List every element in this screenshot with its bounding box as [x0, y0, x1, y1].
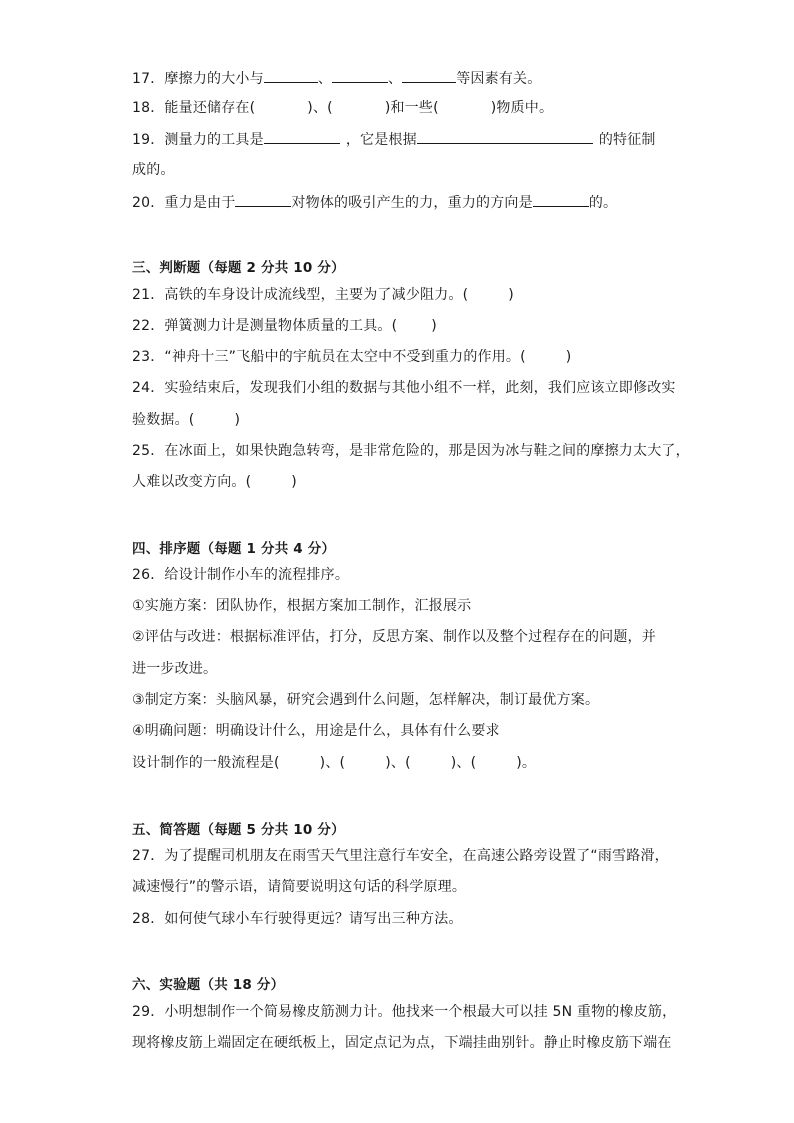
- question-25: [132, 441, 690, 461]
- q26-option-4: ④明确问题：明确设计什么，用途是什么，具体有什么要求: [132, 723, 500, 739]
- question-21: [132, 285, 514, 305]
- q20-blank-2[interactable]: [533, 192, 589, 207]
- q21-close: ): [508, 287, 514, 303]
- q17-blank-2[interactable]: [332, 68, 388, 83]
- q20-text-3: 的。: [588, 195, 618, 211]
- q26-answer-line: [132, 753, 536, 773]
- q26-sep-1: )、(: [319, 755, 346, 771]
- q26-sep-3: )、(: [450, 755, 477, 771]
- q26-option-1: ①实施方案：团队协作，根据方案加工制作，汇报展示: [132, 598, 472, 614]
- question-20: [132, 192, 617, 213]
- question-29-cont: 现将橡皮筋上端固定在硬纸板上，固定点记为点，下端挂曲别针。静止时橡皮筋下端在: [132, 1035, 672, 1051]
- q26-option-2: ②评估与改进：根据标准评估，打分，反思方案、制作以及整个过程存在的问题，并: [132, 629, 656, 645]
- q18-text-2: )、(: [307, 100, 333, 116]
- q18-text: 18．能量还储存在(: [132, 100, 256, 116]
- question-28: 28．如何使气球小车行驶得更远？请写出三种方法。: [132, 911, 463, 927]
- q19-blank-2[interactable]: [417, 129, 593, 144]
- q17-text-end: 等因素有关。: [456, 71, 542, 87]
- q26-answer-text: 设计制作的一般流程是(: [132, 755, 280, 771]
- question-25-cont: [132, 472, 297, 492]
- question-22: [132, 316, 437, 336]
- question-18: [132, 98, 553, 118]
- q25-close: ): [291, 474, 297, 490]
- question-17: [132, 68, 541, 89]
- q19-text-cont: 成的。: [132, 162, 175, 178]
- q24-close: ): [234, 412, 241, 428]
- q18-text-4: )物质中。: [490, 100, 554, 116]
- q20-text: 20．重力是由于: [132, 195, 236, 211]
- q25-text: 25．在冰面上，如果快跑急转弯，是非常危险的，那是因为冰与鞋之间的摩擦力太大了，: [132, 443, 690, 459]
- q17-sep-2: 、: [388, 71, 403, 87]
- question-19: [132, 129, 656, 150]
- section-5-title: 五、简答题（每题 5 分共 10 分）: [132, 822, 345, 838]
- q26-option-3: ③制定方案：头脑风暴，研究会遇到什么问题，怎样解决，制订最优方案。: [132, 692, 600, 708]
- q18-text-3: )和一些(: [384, 100, 439, 116]
- q25-text-cont: 人难以改变方向。(: [132, 474, 252, 490]
- q19-blank-1[interactable]: [264, 129, 340, 144]
- q26-option-2-cont: 进一步改进。: [132, 661, 218, 677]
- q26-sep-4: )。: [516, 755, 537, 771]
- question-29: 29．小明想制作一个简易橡皮筋测力计。他找来一个根最大可以挂 5N 重物的橡皮筋，: [132, 1004, 677, 1020]
- q22-text: 22．弹簧测力计是测量物体质量的工具。(: [132, 318, 398, 334]
- section-3-title: 三、判断题（每题 2 分共 10 分）: [132, 260, 345, 276]
- q20-blank-1[interactable]: [235, 192, 291, 207]
- section-6-title: 六、实验题（共 18 分）: [132, 977, 285, 993]
- section-4-title: 四、排序题（每题 1 分共 4 分）: [132, 541, 336, 557]
- q23-text: 23．“神舟十三”飞船中的宇航员在太空中不受到重力的作用。(: [132, 349, 526, 365]
- question-24: [132, 378, 676, 398]
- q19-text: 19．测量力的工具是: [132, 132, 264, 148]
- question-23: [132, 347, 571, 367]
- question-27-cont: 减速慢行”的警示语，请简要说明这句话的科学原理。: [132, 879, 467, 895]
- q17-text: 17．摩擦力的大小与: [132, 71, 264, 87]
- q23-close: ): [565, 349, 572, 365]
- question-19-cont: [132, 160, 175, 180]
- q17-sep-1: 、: [317, 71, 333, 87]
- q17-blank-3[interactable]: [402, 68, 456, 83]
- q24-text: 24．实验结束后，发现我们小组的数据与其他小组不一样，此刻，我们应该立即修改实: [132, 380, 676, 396]
- q17-blank-1[interactable]: [264, 68, 318, 83]
- q22-close: ): [431, 318, 437, 334]
- q26-sep-2: )、(: [385, 755, 411, 771]
- q24-text-cont: 验数据。(: [132, 412, 195, 428]
- q21-text: 21．高铁的车身设计成流线型，主要为了减少阻力。(: [132, 287, 469, 303]
- q19-text-3: 的特征制: [598, 132, 656, 148]
- question-27: 27．为了提醒司机朋友在雨雪天气里注意行车安全，在高速公路旁设置了“雨雪路滑，: [132, 848, 669, 864]
- question-24-cont: [132, 410, 240, 430]
- q20-text-2: 对物体的吸引产生的力，重力的方向是: [291, 195, 533, 211]
- question-26: 26．给设计制作小车的流程排序。: [132, 567, 350, 583]
- q19-text-2: ，它是根据: [345, 132, 417, 148]
